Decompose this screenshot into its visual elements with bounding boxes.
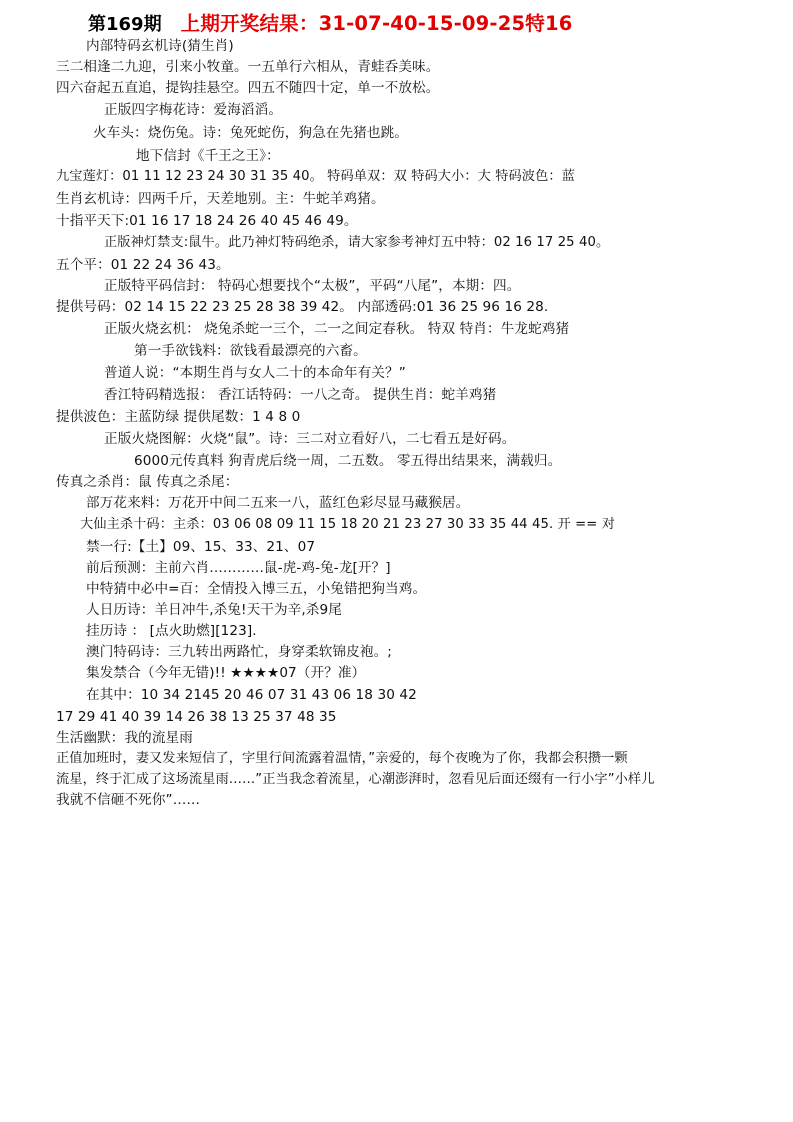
text-line: 在其中：10 34 2145 20 46 07 31 43 06 18 30 42	[86, 687, 417, 703]
text-line: 挂历诗 ： [点火助燃][123].	[86, 623, 257, 639]
text-line: 正版神灯禁支:鼠牛。此乃神灯特码绝杀，请大家参考神灯五中特：02 16 17 25 40。	[104, 235, 610, 250]
text-line: 澳门特码诗：三九转出两路忙，身穿柔软锦皮袍。;	[86, 644, 392, 660]
text-line: 四六奋起五直追，提钩挂悬空。四五不随四十定，单一不放松。	[56, 80, 440, 96]
text-line: 集发禁合（今年无错)!! ★★★★07（开？准）	[86, 665, 366, 681]
text-line: 正版火烧玄机： 烧兔杀蛇一三个，二一之间定春秋。 特双 特肖：牛龙蛇鸡猪	[104, 321, 570, 337]
text-line: 我就不信砸不死你”……	[56, 792, 201, 808]
text-line: 前后预测：主前六肖…………鼠-虎-鸡-兔-龙[开？]	[86, 560, 391, 576]
text-line: 内部特码玄机诗(猜生肖)	[86, 38, 234, 54]
text-line: 十指平天下:01 16 17 18 24 26 40 45 46 49。	[56, 213, 358, 229]
text-line: 正版特平码信封： 特码心想要找个“太极”，平码“八尾”，本期：四。	[104, 278, 521, 294]
text-line: 大仙主杀十码：主杀：03 06 08 09 11 15 18 20 21 23 27 30 33 35 44 45. 开 == 对	[80, 517, 615, 532]
text-line: 6000元传真料 狗青虎后绕一周，二五数。 零五得出结果来，满载归。	[134, 453, 562, 469]
text-line: 禁一行:【土】09、15、33、21、07	[86, 539, 316, 555]
text-line: 人日历诗：羊日冲牛,杀兔!天干为辛,杀9尾	[86, 602, 342, 618]
last-draw-result: 上期开奖结果：31-07-40-15-09-25特16	[180, 12, 573, 35]
text-line: 五个平：01 22 24 36 43。	[56, 257, 230, 273]
text-line: 九宝莲灯：01 11 12 23 24 30 31 35 40。 特码单双：双 特码大小：大 特码波色：蓝	[56, 169, 575, 184]
text-line: 地下信封《千王之王》：	[136, 148, 280, 164]
text-line: 提供波色：主蓝防绿 提供尾数：1 4 8 0	[56, 409, 301, 425]
text-line: 中特猜中必中=百：全情投入博三五，小兔错把狗当鸡。	[86, 581, 427, 597]
text-line: 提供号码：02 14 15 22 23 25 28 38 39 42。 内部透码:01 36 25 96 16 28.	[56, 299, 549, 315]
text-line: 正值加班时，妻又发来短信了，字里行间流露着温情，”亲爱的，每个夜晚为了你，我都会积攒一颗	[56, 751, 628, 766]
header-row	[88, 8, 573, 38]
text-line: 普道人说：“本期生肖与女人二十的本命年有关？”	[104, 365, 406, 381]
text-line: 17 29 41 40 39 14 26 38 13 25 37 48 35	[56, 709, 337, 725]
period-number: 第169期	[88, 14, 162, 35]
text-line: 香江特码精选报： 香江话特码：一八之奇。 提供生肖：蛇羊鸡猪	[104, 387, 497, 403]
text-line: 流星，终于汇成了这场流星雨……”正当我念着流星，心潮澎湃时，忽看见后面还缀有一行小字”小样儿	[56, 772, 655, 787]
text-line: 生肖玄机诗：四两千斤，天差地别。主：牛蛇羊鸡猪。	[56, 191, 385, 207]
text-line: 正版四字梅花诗：爱海滔滔。	[104, 102, 283, 118]
text-line: 三二相逢二九迎，引来小牧童。一五单行六相从，青蛙呑美味。	[56, 59, 440, 75]
text-line: 第一手欲钱料：欲钱看最漂亮的六畜。	[134, 343, 367, 359]
text-line: 生活幽默：我的流星雨	[56, 730, 193, 746]
text-line: 传真之杀肖：鼠 传真之杀尾：	[56, 474, 239, 490]
text-line: 正版火烧图解：火烧“鼠”。诗：三二对立看好八，二七看五是好码。	[104, 431, 516, 447]
text-line: 部万花来料：万花开中间二五来一八，蓝红色彩尽显马藏猴居。	[86, 495, 470, 511]
text-line: 火车头：烧伤兔。诗：兔死蛇伤，狗急在先猪也跳。	[93, 125, 408, 141]
